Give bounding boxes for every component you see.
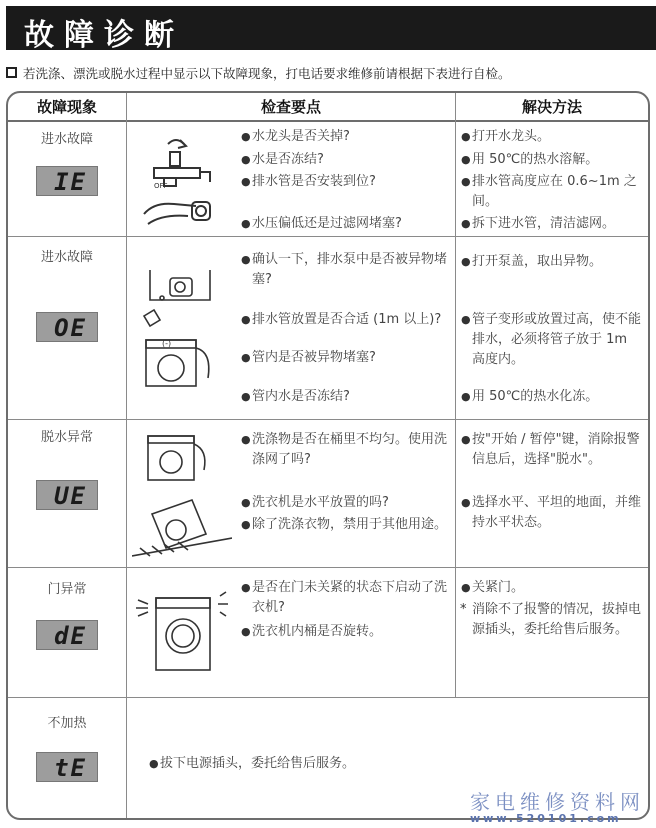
fault-name: 不加热 <box>47 716 87 731</box>
intro-text: 若洗涤、漂洗或脱水过程中显示以下故障现象，打电话要求维修前请根据下表进行自检。 <box>23 66 511 81</box>
solution-item: * 消除不了报警的情况，拔掉电源插头，委托给售后服务。 <box>460 602 642 637</box>
lcd-code-display <box>36 312 98 342</box>
row-divider <box>8 697 648 698</box>
page-title: 故障诊断 <box>24 18 184 53</box>
solution-item: ● 打开水龙头。 <box>461 129 551 144</box>
fault-code: dE <box>54 622 87 650</box>
lcd-code-display <box>36 480 98 510</box>
fault-name: 脱水异常 <box>40 430 93 445</box>
check-item: ● 管内水是否冻结? <box>241 389 350 404</box>
watermark-text: 家电维修资料网 <box>470 790 645 814</box>
check-item: ● 除了洗涤衣物，禁用于其他用途。 <box>241 517 448 532</box>
solution-item: ● 按"开始 / 暂停"键，消除报警信息后，选择"脱水"。 <box>461 432 640 467</box>
square-bullet-icon <box>6 67 17 78</box>
solution-item: ● 管子变形或放置过高，使不能排水，必须将管子放于 1m 高度内。 <box>461 312 642 367</box>
fault-name: 进水故障 <box>40 250 93 265</box>
check-item: ● 排水管是否安装到位? <box>241 174 376 189</box>
check-item: ● 水是否冻结? <box>241 152 324 167</box>
check-item: ● 洗衣机内桶是否旋转。 <box>241 624 383 639</box>
header-solution: 解决方法 <box>521 98 582 116</box>
fault-name: 进水故障 <box>40 132 93 147</box>
solution-item: ● 用 50℃的热水溶解。 <box>461 152 599 167</box>
solution-item: ● 关紧门。 <box>461 580 525 595</box>
col-divider-2 <box>455 93 456 697</box>
watermark-url: www.520101.com <box>470 812 622 825</box>
check-item: ● 洗衣机是水平放置的吗? <box>241 495 389 510</box>
row-divider <box>8 567 648 568</box>
lcd-code-display <box>36 166 98 196</box>
check-item: ● 拔下电源插头，委托给售后服务。 <box>149 756 356 771</box>
row-divider <box>8 419 648 420</box>
header-divider <box>8 120 648 122</box>
intro-note <box>6 64 511 82</box>
fault-name: 门异常 <box>47 582 87 597</box>
check-item: ● 是否在门未关紧的状态下启动了洗衣机? <box>241 580 448 615</box>
check-item: ● 管内是否被异物堵塞? <box>241 350 376 365</box>
check-item: ● 排水管放置是否合适 (1m 以上)? <box>241 312 442 327</box>
faucet-icon <box>140 132 220 232</box>
check-item: ● 水压偏低还是过滤网堵塞? <box>241 216 402 231</box>
svg-text:OFF: OFF <box>154 182 168 190</box>
lcd-code-display <box>36 620 98 650</box>
solution-item: ● 排水管高度应在 0.6~1m 之间。 <box>461 174 637 209</box>
solution-item: ● 拆下进水管，清洁滤网。 <box>461 216 616 231</box>
lcd-code-display <box>36 752 98 782</box>
drain-pump-icon <box>136 270 220 390</box>
fault-code: UE <box>54 482 87 510</box>
washer-tilted-icon <box>132 430 232 560</box>
solution-item: ● 打开泵盖，取出异物。 <box>461 254 603 269</box>
check-item: ● 洗涤物是否在桶里不均匀。使用洗涤网了吗? <box>241 432 448 467</box>
fault-code: OE <box>54 314 87 342</box>
fault-code: tE <box>54 754 87 782</box>
header-phenomenon: 故障现象 <box>36 98 97 116</box>
check-item: ● 水龙头是否关掉? <box>241 129 350 144</box>
solution-item: ● 选择水平、平坦的地面，并维持水平状态。 <box>461 495 642 530</box>
washer-door-icon <box>134 584 234 684</box>
solution-item: ● 用 50℃的热水化冻。 <box>461 389 599 404</box>
check-item: ● 确认一下，排水泵中是否被异物堵塞? <box>241 252 448 287</box>
header-check: 检查要点 <box>260 98 321 116</box>
fault-code: IE <box>54 168 87 196</box>
row-divider <box>8 236 648 237</box>
title-bar <box>6 6 656 53</box>
col-divider-1 <box>126 93 127 818</box>
svg-text:(-): (-) <box>162 339 172 348</box>
